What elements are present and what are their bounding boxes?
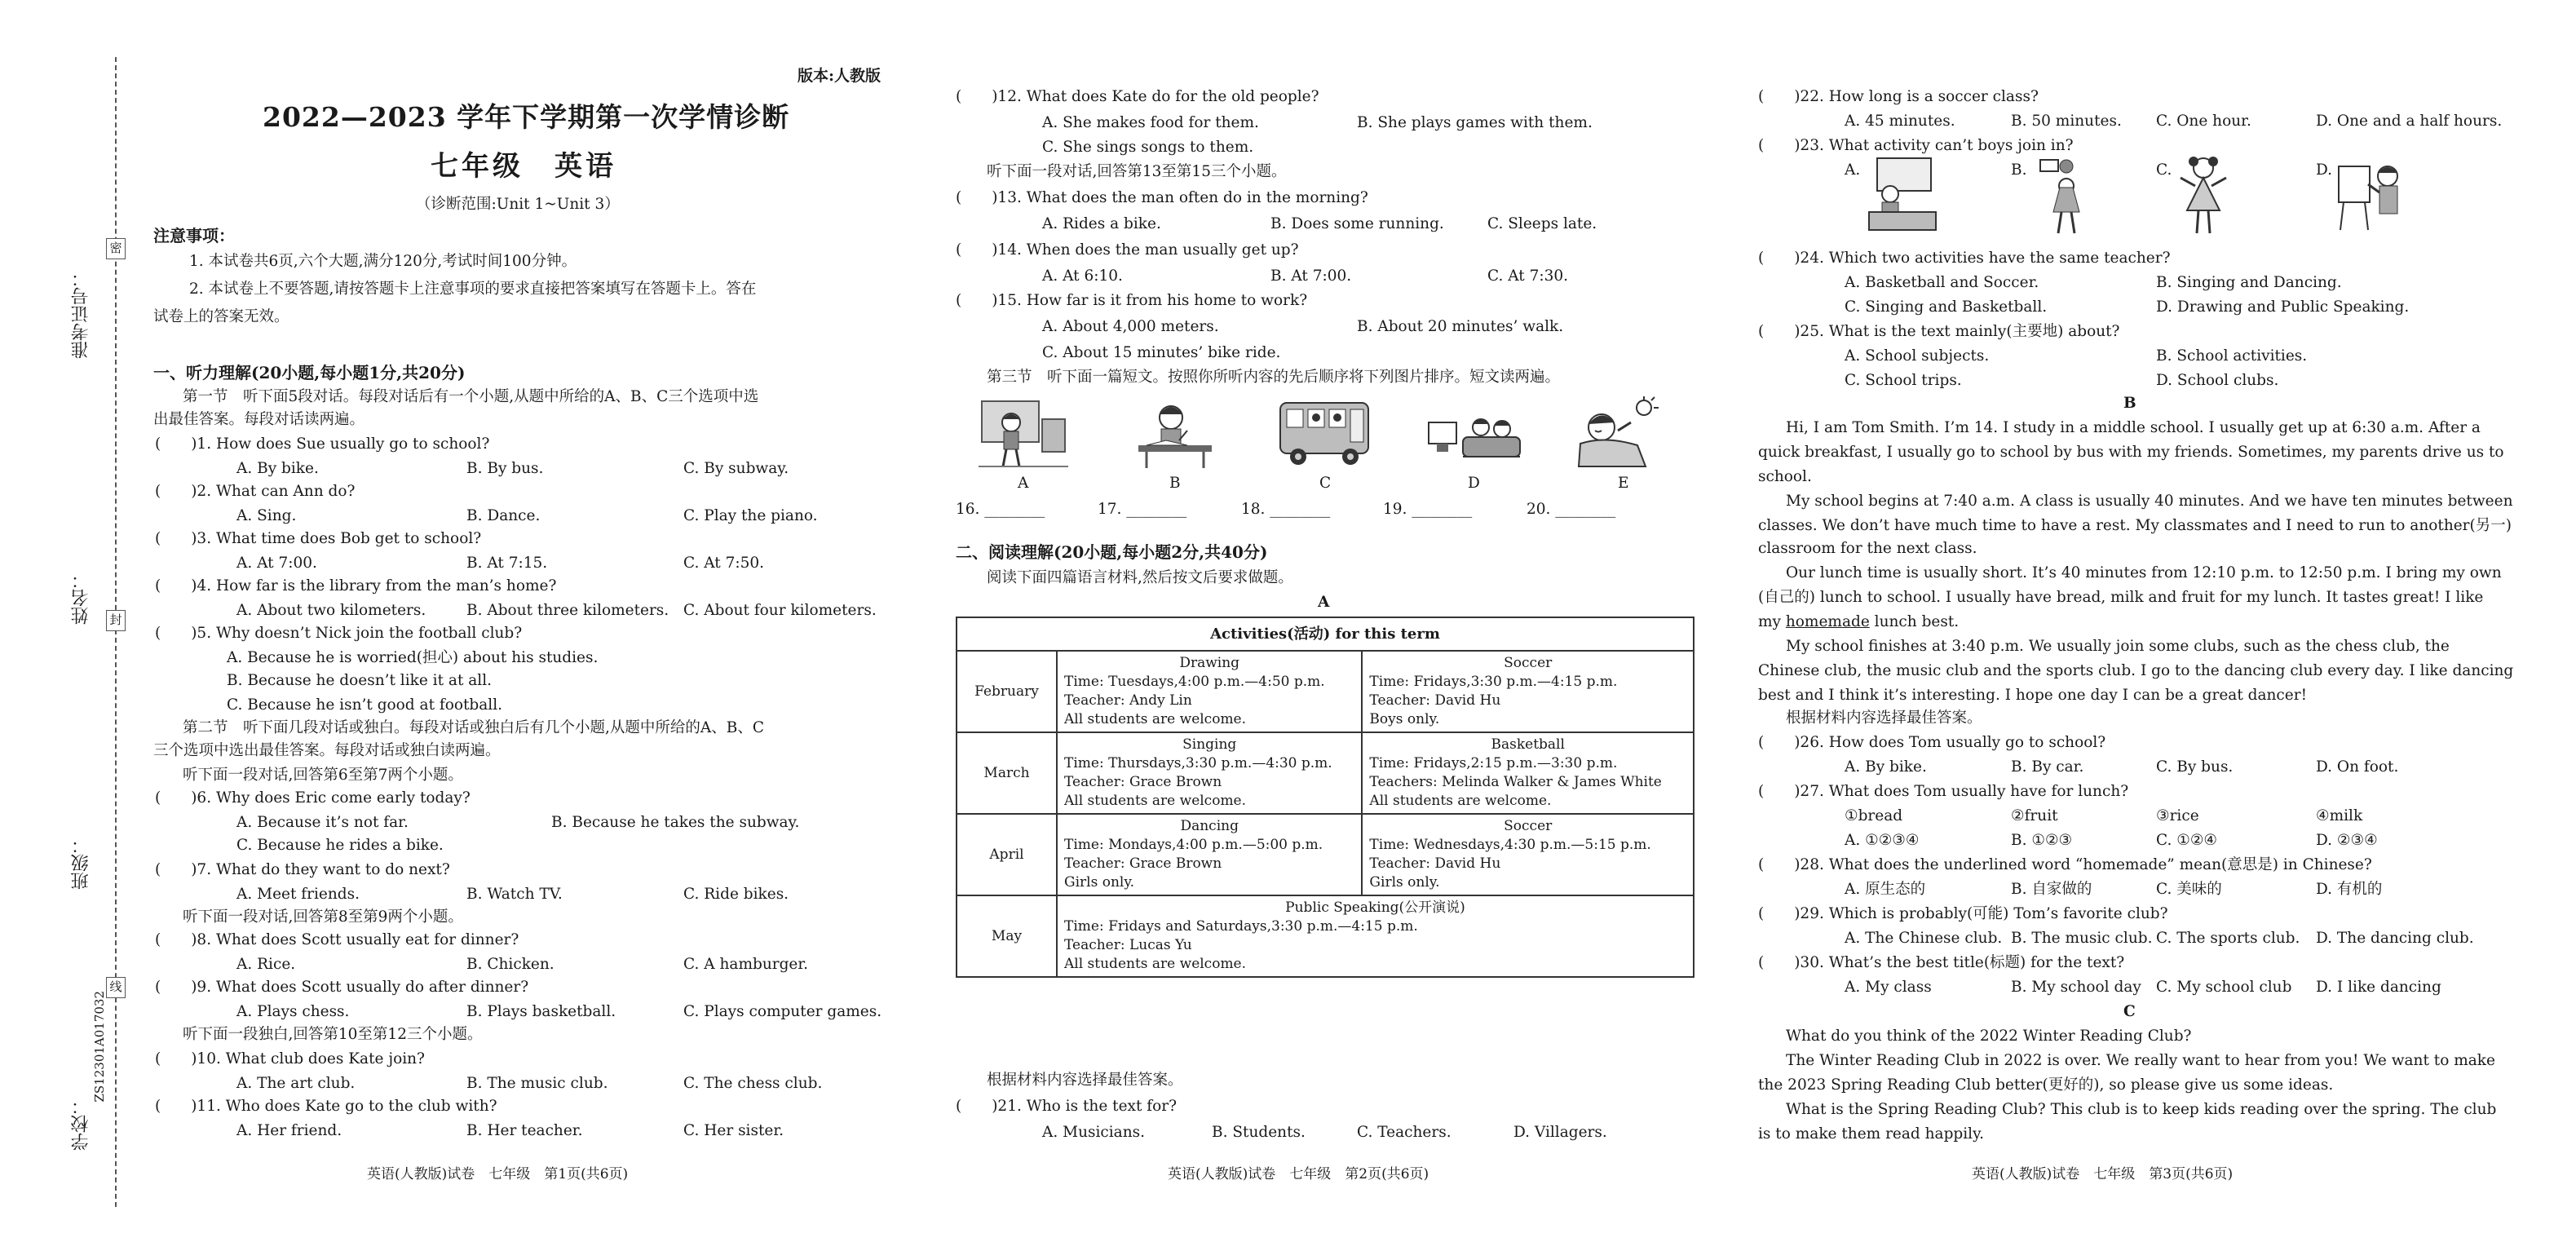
table-row (957, 895, 1694, 977)
question-29: ( )29. Which is probably(可能) Tom’s favorite club? (1758, 905, 2168, 922)
table-row (957, 651, 1694, 732)
q12-option-c: C. She sings songs to them. (1042, 139, 1254, 156)
q25-option-b: B. School activities. (2156, 347, 2308, 365)
passage-b-p1-line3: school. (1758, 468, 1812, 485)
q8-option-a: A. Rice. (236, 956, 296, 973)
q25-option-d: D. School clubs. (2156, 372, 2279, 389)
activity-time: Time: Mondays,4:00 p.m.—5:00 p.m. (1064, 837, 1323, 853)
binding-dashed-line (115, 57, 117, 1207)
q24-option-c: C. Singing and Basketball. (1845, 298, 2048, 316)
question-12: ( )12. What does Kate do for the old people? (956, 88, 1319, 105)
q5-option-c: C. Because he isn’t good at football. (227, 696, 503, 714)
q26-option-d: D. On foot. (2316, 758, 2399, 776)
exam-title: 2022—2023 学年下学期第一次学情诊断 (263, 101, 790, 133)
passage-b-p1-line2: quick breakfast, I usually go to school by bus with my friends. Sometimes, my parents drive us to (1758, 444, 2504, 461)
question-21: ( )21. Who is the text for? (956, 1098, 1178, 1115)
q24-option-b: B. Singing and Dancing. (2156, 274, 2342, 291)
table-row (957, 732, 1694, 814)
q15-option-c: C. About 15 minutes’ bike ride. (1042, 344, 1281, 361)
q15-option-a: A. About 4,000 meters. (1042, 318, 1219, 335)
q27-option-c: C. ①②④ (2156, 832, 2218, 849)
q30-option-c: C. My school club (2156, 979, 2292, 996)
activity-time: Time: Fridays,3:30 p.m.—4:15 p.m. (1369, 674, 1618, 690)
q14-option-c: C. At 7:30. (1487, 267, 1569, 285)
q29-option-a: A. The Chinese club. (1845, 930, 2003, 947)
question-8: ( )8. What does Scott usually eat for dinner? (155, 931, 519, 948)
picture-d-watching-tv (1425, 395, 1523, 470)
question-4: ( )4. How far is the library from the man’s home? (155, 577, 557, 594)
q12-option-b: B. She plays games with them. (1357, 114, 1593, 131)
question-24: ( )24. Which two activities have the same teacher? (1758, 250, 2171, 267)
section-1-title: 一、听力理解(20小题,每小题1分,共20分) (153, 363, 466, 382)
month-cell: March (957, 732, 1057, 814)
q2-option-b: B. Dance. (466, 507, 541, 524)
intro-6-7: 听下面一段对话,回答第6至第7两个小题。 (183, 767, 463, 784)
blank-16[interactable]: 16. ________ (956, 501, 1045, 518)
passage-b-p2-line1: My school begins at 7:40 a.m. A class is usually 40 minutes. And we have ten minutes between (1786, 493, 2513, 510)
table-row (957, 814, 1694, 895)
page-3-footer: 英语(人教版)试卷 七年级 第3页(共6页) (1972, 1166, 2234, 1182)
q27-option-a: A. ①②③④ (1845, 832, 1920, 849)
q24-option-d: D. Drawing and Public Speaking. (2156, 298, 2410, 316)
notice-heading: 注意事项： (153, 226, 235, 245)
question-27: ( )27. What does Tom usually have for lunch? (1758, 783, 2129, 800)
activity-teacher: Teacher: David Hu (1369, 855, 1501, 872)
activity-time: Time: Fridays,2:15 p.m.—3:30 p.m. (1369, 755, 1618, 771)
after-table-instr: 根据材料内容选择最佳答案。 (987, 1072, 1183, 1089)
q5-option-a: A. Because he is worried(担心) about his studies. (227, 649, 599, 666)
question-13: ( )13. What does the man often do in the morning? (956, 189, 1368, 206)
exam-subtitle: 七年级 英语 (431, 150, 616, 183)
q4-option-c: C. About four kilometers. (683, 602, 877, 619)
q26-option-c: C. By bus. (2156, 758, 2234, 776)
passage-b-p4-line3: best and I think it’s interesting. I hope one day I can be a great dancer! (1758, 687, 2308, 704)
school-label: 学校： (71, 1097, 91, 1151)
seal-mark-1: 密 (106, 238, 126, 259)
part-2-instr-b: 三个选项中选出最佳答案。每段对话或独白读两遍。 (153, 742, 501, 759)
passage-b-p2-line2: classes. We don’t have much time to have a rest. My classmates and I need to run to another(另一) (1758, 517, 2512, 534)
question-9: ( )9. What does Scott usually do after dinner? (155, 979, 529, 996)
activity-teacher: Teachers: Melinda Walker & James White (1369, 774, 1662, 790)
month-cell: February (957, 651, 1057, 732)
passage-c-p3-line1: What is the Spring Reading Club? This club is to keep kids reading over the spring. The club (1786, 1101, 2497, 1118)
question-23: ( )23. What activity can’t boys join in? (1758, 137, 2074, 154)
class-label: 班级： (71, 836, 91, 890)
picture-label-e: E (1618, 475, 1629, 492)
q14-option-b: B. At 7:00. (1270, 267, 1352, 285)
question-25: ( )25. What is the text mainly(主要地) about? (1758, 323, 2120, 340)
page-2-footer: 英语(人教版)试卷 七年级 第2页(共6页) (1168, 1166, 1429, 1182)
question-26: ( )26. How does Tom usually go to school? (1758, 734, 2106, 751)
q28-option-d: D. 有机的 (2316, 881, 2383, 898)
activity-note: Girls only. (1369, 874, 1440, 891)
q23-picture-a-teacher-board (1866, 155, 1939, 233)
activity-name: Public Speaking(公开演说) (1285, 899, 1465, 916)
q4-option-a: A. About two kilometers. (236, 602, 426, 619)
passage-b-p3-line2: (自己的) lunch to school. I usually have bread, milk and fruit for my lunch. It tastes great! I like (1758, 589, 2484, 606)
activity-teacher: Teacher: David Hu (1369, 692, 1501, 709)
q21-option-a: A. Musicians. (1042, 1124, 1145, 1141)
q28-option-a: A. 原生态的 (1845, 881, 1926, 898)
q27-option-d: D. ②③④ (2316, 832, 2378, 849)
question-15: ( )15. How far is it from his home to work? (956, 292, 1308, 309)
text-before-homemade: my (1758, 613, 1786, 630)
part-1-instr-b: 出最佳答案。每段对话读两遍。 (153, 411, 365, 428)
passage-b-p4-line2: Chinese club, the music club and the sports club. I go to the dancing club every day. I like dancing (1758, 662, 2514, 679)
month-cell: May (957, 895, 1057, 977)
question-2: ( )2. What can Ann do? (155, 483, 356, 500)
activity-note: All students are welcome. (1064, 793, 1247, 809)
q27-item-4: ④milk (2316, 807, 2363, 824)
question-30: ( )30. What’s the best title(标题) for the text? (1758, 954, 2125, 971)
q25-option-a: A. School subjects. (1845, 347, 1990, 365)
passage-c-label: C (2123, 1003, 2136, 1020)
q29-option-d: D. The dancing club. (2316, 930, 2474, 947)
q22-option-b: B. 50 minutes. (2011, 113, 2122, 130)
activity-teacher: Teacher: Lucas Yu (1064, 937, 1192, 953)
picture-e-sleeping (1572, 395, 1662, 470)
q23-picture-d-drawing (2335, 155, 2409, 233)
passage-c-p2-line1: The Winter Reading Club in 2022 is over. We really want to hear from you! We want to make (1786, 1052, 2495, 1069)
q3-option-b: B. At 7:15. (466, 555, 548, 572)
question-6: ( )6. Why does Eric come early today? (155, 789, 471, 807)
activities-table-title: Activities(活动) for this term (957, 617, 1694, 651)
q22-option-d: D. One and a half hours. (2316, 113, 2503, 130)
q27-item-2: ②fruit (2011, 807, 2058, 824)
passage-b-instr: 根据材料内容选择最佳答案。 (1786, 709, 1982, 727)
activity-name: Soccer (1504, 655, 1553, 671)
q9-option-c: C. Plays computer games. (683, 1003, 882, 1020)
q29-option-c: C. The sports club. (2156, 930, 2300, 947)
question-22: ( )22. How long is a soccer class? (1758, 88, 2039, 105)
q28-option-c: C. 美味的 (2156, 881, 2222, 898)
passage-b-p3-line3 (1758, 612, 1959, 633)
q27-option-b: B. ①②③ (2011, 832, 2073, 849)
activity-teacher: Teacher: Grace Brown (1064, 774, 1222, 790)
picture-label-b: B (1169, 475, 1181, 492)
intro-10-12: 听下面一段独白,回答第10至第12三个小题。 (183, 1026, 483, 1043)
activity-name: Basketball (1491, 736, 1565, 753)
question-14: ( )14. When does the man usually get up? (956, 241, 1299, 259)
q22-option-a: A. 45 minutes. (1845, 113, 1955, 130)
question-28: ( )28. What does the underlined word “homemade” mean(意思是) in Chinese? (1758, 856, 2372, 873)
q3-option-a: A. At 7:00. (236, 555, 317, 572)
q13-option-a: A. Rides a bike. (1042, 215, 1161, 232)
name-label: 姓名： (71, 571, 91, 625)
intro-8-9: 听下面一段对话,回答第8至第9两个小题。 (183, 908, 463, 926)
q4-option-b: B. About three kilometers. (466, 602, 669, 619)
exam-code: ZS12301A017032 (92, 991, 107, 1103)
picture-label-c: C (1319, 475, 1332, 492)
q23-label-c: C. (2156, 161, 2172, 179)
q10-option-c: C. The chess club. (683, 1075, 823, 1092)
q9-option-a: A. Plays chess. (236, 1003, 350, 1020)
q24-option-a: A. Basketball and Soccer. (1845, 274, 2039, 291)
q1-option-c: C. By subway. (683, 460, 789, 477)
passage-c-p3-line2: is to make them read happily. (1758, 1125, 1984, 1143)
question-1: ( )1. How does Sue usually go to school? (155, 435, 490, 453)
activity-teacher: Teacher: Andy Lin (1064, 692, 1192, 709)
picture-c-bus (1275, 395, 1373, 470)
page-1-footer: 英语(人教版)试卷 七年级 第1页(共6页) (367, 1166, 629, 1182)
activity-note: Girls only. (1064, 874, 1135, 891)
q11-option-b: B. Her teacher. (466, 1122, 583, 1139)
q6-option-c: C. Because he rides a bike. (236, 837, 444, 854)
q26-option-b: B. By car. (2011, 758, 2084, 776)
q1-option-b: B. By bus. (466, 460, 544, 477)
activity-time: Time: Wednesdays,4:30 p.m.—5:15 p.m. (1369, 837, 1651, 853)
q10-option-a: A. The art club. (236, 1075, 356, 1092)
part-2-instr-a: 第二节 听下面几段对话或独白。每段对话或独白后有几个小题,从题中所给的A、B、C (183, 719, 764, 736)
activity-name: Drawing (1179, 655, 1240, 671)
passage-b-p3-line1: Our lunch time is usually short. It’s 40 minutes from 12:10 p.m. to 12:50 p.m. I bring my own (1786, 564, 2502, 581)
version-label: 版本:人教版 (798, 67, 881, 85)
q30-option-a: A. My class (1845, 979, 1932, 996)
question-11: ( )11. Who does Kate go to the club with? (155, 1098, 497, 1115)
part-3-instr: 第三节 听下面一篇短文。按照你所听内容的先后顺序将下列图片排序。短文读两遍。 (987, 369, 1561, 386)
picture-b-homework (1130, 395, 1220, 470)
activity-note: All students are welcome. (1369, 793, 1552, 809)
text-after-homemade: lunch best. (1869, 613, 1960, 630)
section-2-title: 二、阅读理解(20小题,每小题2分,共40分) (956, 542, 1268, 562)
question-3: ( )3. What time does Bob get to school? (155, 530, 482, 547)
q21-option-d: D. Villagers. (1513, 1124, 1607, 1141)
q3-option-c: C. At 7:50. (683, 555, 765, 572)
q7-option-c: C. Ride bikes. (683, 886, 789, 903)
picture-a-girl-at-home (979, 395, 1068, 470)
q21-option-b: B. Students. (1212, 1124, 1306, 1141)
activity-teacher: Teacher: Grace Brown (1064, 855, 1222, 872)
exam-id-label: 准考证号： (71, 269, 91, 359)
intro-13-15: 听下面一段对话,回答第13至第15三个小题。 (987, 163, 1287, 180)
q23-label-d: D. (2316, 161, 2333, 179)
q11-option-a: A. Her friend. (236, 1122, 342, 1139)
q22-option-c: C. One hour. (2156, 113, 2251, 130)
activity-time: Time: Fridays and Saturdays,3:30 p.m.—4:15 p.m. (1064, 918, 1418, 935)
blank-18[interactable]: 18. ________ (1241, 501, 1331, 518)
q27-item-1: ①bread (1845, 807, 1903, 824)
picture-label-a: A (1018, 475, 1029, 492)
activities-table (956, 617, 1695, 978)
question-7: ( )7. What do they want to do next? (155, 861, 450, 878)
month-cell: April (957, 814, 1057, 895)
part-1-instr-a: 第一节 听下面5段对话。每段对话后有一个小题,从题中所给的A、B、C三个选项中选 (183, 388, 759, 405)
q29-option-b: B. The music club. (2011, 930, 2153, 947)
passage-b-p4-line1: My school finishes at 3:40 p.m. We usually join some clubs, such as the chess club, the (1786, 638, 2450, 655)
blank-20[interactable]: 20. ________ (1527, 501, 1616, 518)
question-10: ( )10. What club does Kate join? (155, 1050, 425, 1067)
q8-option-c: C. A hamburger. (683, 956, 809, 973)
picture-label-d: D (1468, 475, 1480, 492)
underlined-homemade: homemade (1785, 613, 1870, 630)
activity-name: Singing (1182, 736, 1237, 753)
exam-scope: （诊断范围:Unit 1~Unit 3） (416, 196, 620, 213)
q23-label-b: B. (2011, 161, 2027, 179)
q5-option-b: B. Because he doesn’t like it at all. (227, 672, 492, 689)
question-5: ( )5. Why doesn’t Nick join the football club? (155, 625, 523, 642)
blank-19[interactable]: 19. ________ (1383, 501, 1473, 518)
q8-option-b: B. Chicken. (466, 956, 555, 973)
activity-note: All students are welcome. (1064, 956, 1247, 972)
notice-1: 1. 本试卷共6页,六个大题,满分120分,考试时间100分钟。 (189, 253, 577, 270)
q7-option-a: A. Meet friends. (236, 886, 360, 903)
q2-option-c: C. Play the piano. (683, 507, 818, 524)
q25-option-c: C. School trips. (1845, 372, 1962, 389)
q14-option-a: A. At 6:10. (1042, 267, 1123, 285)
q23-picture-b-basketball (2034, 155, 2091, 236)
q23-picture-c-dancing-girl (2176, 153, 2233, 238)
q30-option-d: D. I like dancing (2316, 979, 2441, 996)
q13-option-c: C. Sleeps late. (1487, 215, 1597, 232)
activity-note: All students are welcome. (1064, 711, 1247, 727)
q7-option-b: B. Watch TV. (466, 886, 563, 903)
passage-b-p1-line1: Hi, I am Tom Smith. I’m 14. I study in a middle school. I usually get up at 6:30 a.m. After a (1786, 419, 2481, 436)
q15-option-b: B. About 20 minutes’ walk. (1357, 318, 1564, 335)
activity-note: Boys only. (1369, 711, 1440, 727)
activity-name: Dancing (1180, 818, 1239, 834)
q1-option-a: A. By bike. (236, 460, 319, 477)
q12-option-a: A. She makes food for them. (1042, 114, 1259, 131)
q6-option-b: B. Because he takes the subway. (551, 814, 800, 831)
q11-option-c: C. Her sister. (683, 1122, 784, 1139)
seal-mark-3: 线 (106, 977, 126, 998)
q9-option-b: B. Plays basketball. (466, 1003, 616, 1020)
blank-17[interactable]: 17. ________ (1098, 501, 1187, 518)
q21-option-c: C. Teachers. (1357, 1124, 1451, 1141)
q2-option-a: A. Sing. (236, 507, 297, 524)
q23-label-a: A. (1845, 161, 1861, 179)
q30-option-b: B. My school day (2011, 979, 2141, 996)
q10-option-b: B. The music club. (466, 1075, 608, 1092)
passage-c-p1: What do you think of the 2022 Winter Reading Club? (1786, 1028, 2192, 1045)
q6-option-a: A. Because it’s not far. (236, 814, 409, 831)
passage-b-p2-line3: classroom for the next class. (1758, 540, 1977, 557)
seal-mark-2: 封 (106, 610, 126, 631)
q28-option-b: B. 自家做的 (2011, 881, 2092, 898)
q13-option-b: B. Does some running. (1270, 215, 1444, 232)
passage-a-label: A (1318, 594, 1330, 611)
q27-item-3: ③rice (2156, 807, 2199, 824)
q26-option-a: A. By bike. (1845, 758, 1927, 776)
activity-time: Time: Thursdays,3:30 p.m.—4:30 p.m. (1064, 755, 1332, 771)
section-2-intro: 阅读下面四篇语言材料,然后按文后要求做题。 (987, 569, 1293, 586)
activity-time: Time: Tuesdays,4:00 p.m.—4:50 p.m. (1064, 674, 1325, 690)
passage-c-p2-line2: the 2023 Spring Reading Club better(更好的), so please give us some ideas. (1758, 1076, 2334, 1094)
activity-name: Soccer (1504, 818, 1553, 834)
passage-b-label: B (2123, 395, 2136, 412)
notice-2a: 2. 本试卷上不要答题,请按答题卡上注意事项的要求直接把答案填写在答题卡上。答在 (189, 281, 757, 298)
notice-2b: 试卷上的答案无效。 (153, 308, 289, 325)
